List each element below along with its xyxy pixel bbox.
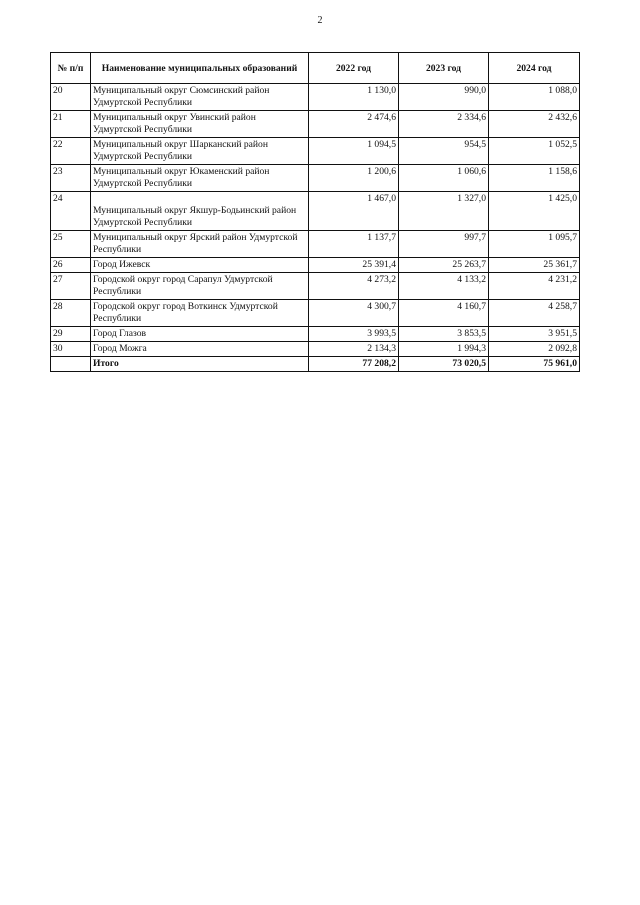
value-2024: 25 361,7 [489, 258, 580, 273]
table-header-row [51, 53, 580, 84]
table-row [51, 84, 580, 111]
value-2022: 4 273,2 [309, 273, 399, 300]
value-2023: 25 263,7 [399, 258, 489, 273]
row-number: 26 [51, 258, 91, 273]
value-2023: 997,7 [399, 231, 489, 258]
total-2023: 73 020,5 [399, 357, 489, 372]
page-number: 2 [317, 15, 323, 26]
row-number: 21 [51, 111, 91, 138]
municipality-name: Город Глазов [91, 327, 309, 342]
value-2024: 1 088,0 [489, 84, 580, 111]
header-2023: 2023 год [399, 53, 489, 84]
header-2022: 2022 год [309, 53, 399, 84]
budget-table [50, 52, 580, 372]
municipality-name: Муниципальный округ Юкаменский район Удмуртской Республики [91, 165, 309, 192]
municipality-name: Городской округ город Воткинск Удмуртской Республики [91, 300, 309, 327]
value-2022: 1 200,6 [309, 165, 399, 192]
row-number: 29 [51, 327, 91, 342]
value-2022: 2 474,6 [309, 111, 399, 138]
municipality-name: Муниципальный округ Якшур-Бодьинский район Удмуртской Республики [93, 205, 297, 228]
header-2024: 2024 год [489, 53, 580, 84]
value-2024: 4 231,2 [489, 273, 580, 300]
value-2024: 1 052,5 [489, 138, 580, 165]
total-2024: 75 961,0 [489, 357, 580, 372]
value-2024: 1 095,7 [489, 231, 580, 258]
value-2024: 4 258,7 [489, 300, 580, 327]
municipality-name: Муниципальный округ Увинский район Удмуртской Республики [91, 111, 309, 138]
municipality-name: Город Можга [91, 342, 309, 357]
row-number: 25 [51, 231, 91, 258]
municipality-name: Городской округ город Сарапул Удмуртской Республики [91, 273, 309, 300]
value-2022: 1 467,0 [309, 192, 399, 231]
value-2023: 1 060,6 [399, 165, 489, 192]
value-2024: 2 432,6 [489, 111, 580, 138]
value-2022: 3 993,5 [309, 327, 399, 342]
cell-spacer [93, 193, 306, 205]
value-2022: 1 130,0 [309, 84, 399, 111]
total-label: Итого [91, 357, 309, 372]
table-row [51, 327, 580, 342]
municipality-name: Муниципальный округ Ярский район Удмуртской Республики [91, 231, 309, 258]
table-row [51, 165, 580, 192]
value-2024: 1 425,0 [489, 192, 580, 231]
total-row [51, 357, 580, 372]
table-row [51, 258, 580, 273]
value-2023: 4 160,7 [399, 300, 489, 327]
value-2022: 2 134,3 [309, 342, 399, 357]
row-number: 23 [51, 165, 91, 192]
value-2023: 990,0 [399, 84, 489, 111]
value-2023: 2 334,6 [399, 111, 489, 138]
value-2023: 4 133,2 [399, 273, 489, 300]
value-2023: 1 994,3 [399, 342, 489, 357]
table-row [51, 300, 580, 327]
value-2022: 4 300,7 [309, 300, 399, 327]
table-row [51, 342, 580, 357]
municipality-name: Город Ижевск [91, 258, 309, 273]
municipality-name: Муниципальный округ Шарканский район Удмуртской Республики [91, 138, 309, 165]
value-2023: 3 853,5 [399, 327, 489, 342]
table-row [51, 231, 580, 258]
total-empty-cell [51, 357, 91, 372]
table-row [51, 192, 580, 231]
total-2022: 77 208,2 [309, 357, 399, 372]
value-2023: 954,5 [399, 138, 489, 165]
value-2024: 2 092,8 [489, 342, 580, 357]
table-row [51, 138, 580, 165]
table-row [51, 111, 580, 138]
value-2022: 1 137,7 [309, 231, 399, 258]
row-number: 24 [51, 192, 91, 231]
value-2024: 1 158,6 [489, 165, 580, 192]
row-number: 22 [51, 138, 91, 165]
value-2023: 1 327,0 [399, 192, 489, 231]
row-number: 20 [51, 84, 91, 111]
header-num: № п/п [51, 53, 91, 84]
table-row [51, 273, 580, 300]
row-number: 28 [51, 300, 91, 327]
municipality-name-cell [91, 192, 309, 231]
value-2022: 25 391,4 [309, 258, 399, 273]
value-2022: 1 094,5 [309, 138, 399, 165]
value-2024: 3 951,5 [489, 327, 580, 342]
row-number: 30 [51, 342, 91, 357]
row-number: 27 [51, 273, 91, 300]
municipality-name: Муниципальный округ Сюмсинский район Удмуртской Республики [91, 84, 309, 111]
header-name: Наименование муниципальных образований [91, 53, 309, 84]
